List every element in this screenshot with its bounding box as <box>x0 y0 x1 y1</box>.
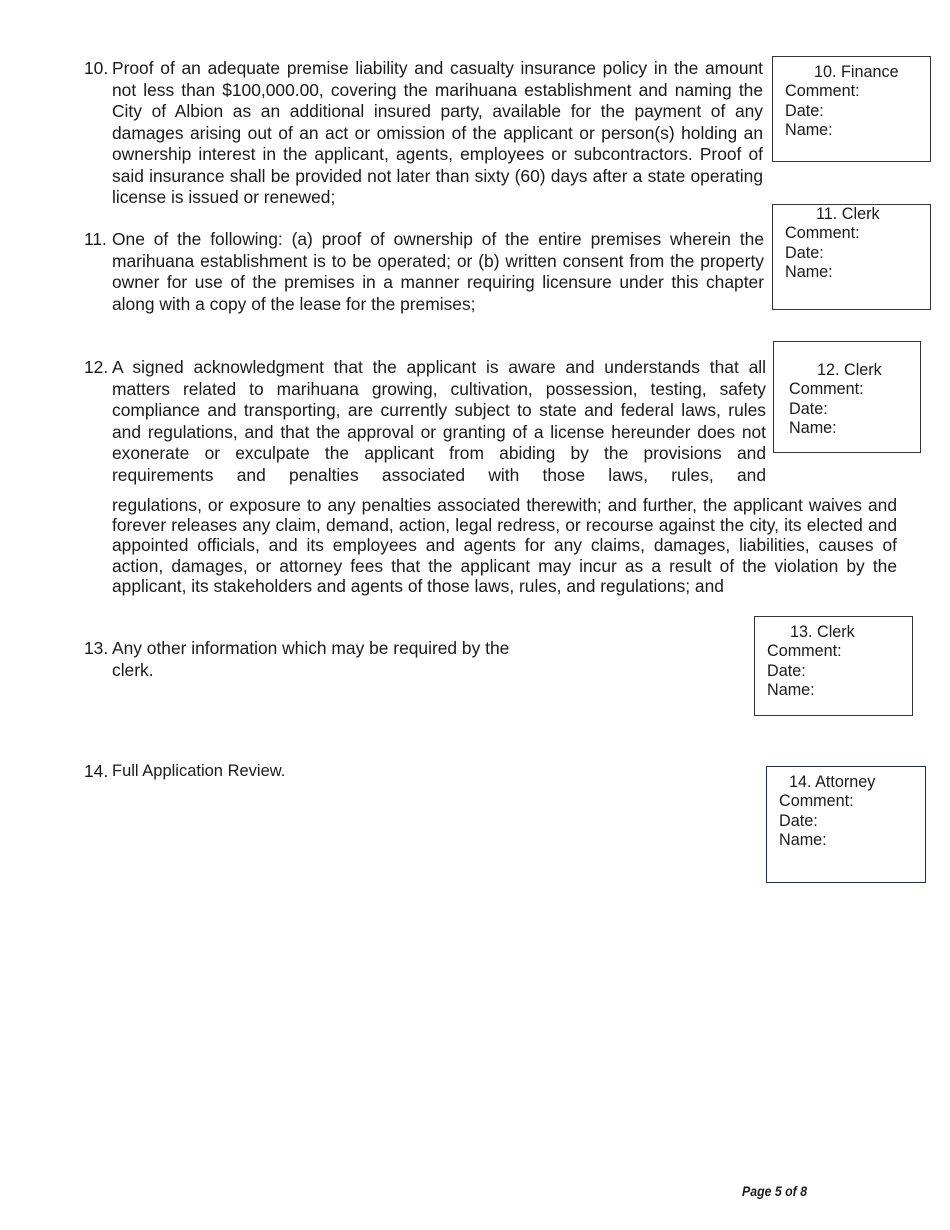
name-label: Name: <box>785 121 833 140</box>
comment-label: Comment: <box>779 792 854 811</box>
date-label: Date: <box>767 661 806 680</box>
comment-label: Comment: <box>785 82 860 101</box>
date-label: Date: <box>779 811 818 830</box>
review-box-title: 14. Attorney <box>789 773 876 791</box>
review-box-title: 12. Clerk <box>817 361 882 379</box>
name-label: Name: <box>779 831 827 850</box>
item-text: Full Application Review. <box>112 762 286 780</box>
item-number: 12. <box>84 357 109 377</box>
review-box-title: 13. Clerk <box>790 623 855 641</box>
comment-label: Comment: <box>767 642 842 661</box>
item-text: Proof of an adequate premise liability and casualty insurance policy in the amount not less than $100,000.00, covering the marihuana establishment and naming the City of Albion as an additional insured party, available for the payment of any damages arising out of an act or omission of the applicant or person(s) holding an ownership interest in the applicant, agents, employees or subcontractors. Proof of said insurance shall be provided not later than sixty (60) days after a state operating license is issued or renewed; <box>112 58 763 207</box>
comment-label: Comment: <box>789 380 864 399</box>
review-box-clerk-12 <box>773 341 921 453</box>
comment-label: Comment: <box>785 224 860 243</box>
name-label: Name: <box>789 419 837 438</box>
date-label: Date: <box>785 243 824 262</box>
name-label: Name: <box>785 263 833 282</box>
item-number: 13. <box>84 638 109 658</box>
review-box-title: 10. Finance <box>814 63 899 81</box>
date-label: Date: <box>785 101 824 120</box>
name-label: Name: <box>767 681 815 700</box>
review-box-attorney <box>766 766 926 883</box>
item-number: 11. <box>84 229 107 249</box>
review-box-title: 11. Clerk <box>816 205 880 223</box>
page-number: Page 5 of 8 <box>742 1183 808 1199</box>
item-number: 10. <box>84 58 109 78</box>
review-box-finance <box>772 56 931 162</box>
item-text: One of the following: (a) proof of ownership of the entire premises wherein the marihuana establishment is to be operated; or (b) written consent from the property owner for use of the premises in a manner requiring licensure under this chapter along with a copy of the lease for the premises; <box>112 229 764 314</box>
date-label: Date: <box>789 399 828 418</box>
review-box-clerk-13 <box>754 616 913 716</box>
item-12-continuation: regulations, or exposure to any penalties associated therewith; and further, the applicant waives and forever releases any claim, demand, action, legal redress, or recourse against the city, its elected and appointed officials, and its employees and agents for any claims, damages, liabilities, causes of action, damages, or attorney fees that the applicant may incur as a result of the violation by the applicant, its stakeholders and agents of those laws, rules, and regulations; and <box>112 495 897 596</box>
item-text: A signed acknowledgment that the applicant is aware and understands that all matters related to marihuana growing, cultivation, possession, testing, safety compliance and transporting, are currently subject to state and federal laws, rules and regulations, and that the approval or granting of a license hereunder does not exonerate or exculpate the applicant from abiding by the provisions and requirements and penalties associated with those laws, rules, and <box>112 357 766 485</box>
review-box-clerk-11 <box>772 204 931 310</box>
item-text: Any other information which may be required by the clerk. <box>112 638 510 680</box>
item-number: 14. <box>84 761 109 781</box>
